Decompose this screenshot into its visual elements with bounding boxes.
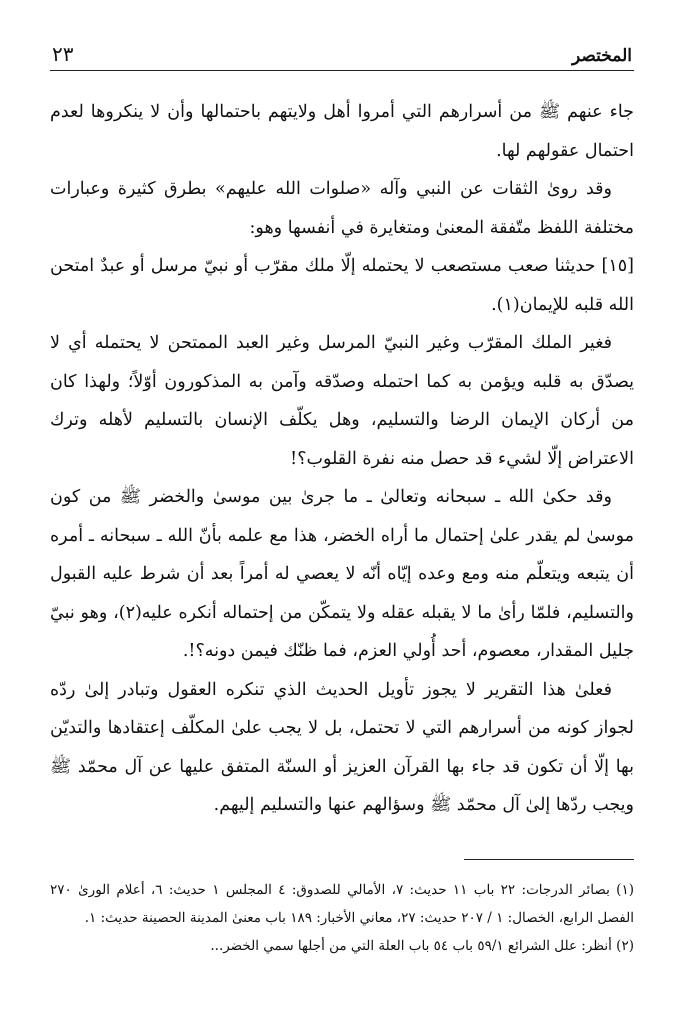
footnote-1: (١) بصائر الدرجات: ٢٢ باب ١١ حديث: ٧، الأمالي للصدوق: ٤ المجلس ١ حديث: ٦، أعلام الورىٰ ٢٧٠ الفصل الرابع، الخصال: ١ / ٢٠٧ حديث: ٢٧، معاني الأخبار: ١٨٩ باب معنىٰ المدينة الحصينة حديث: ١. xyxy=(50,881,634,926)
book-title: المختصر xyxy=(572,46,632,66)
paragraph-2: وقد روىٰ الثقات عن النبي وآله «صلوات الله عليهم» بطرق كثيرة وعبارات مختلفة اللفظ متّفقة المعنىٰ ومتغايرة في أنفسها وهو: xyxy=(50,179,634,238)
footnotes xyxy=(50,876,634,960)
main-text xyxy=(50,93,634,825)
document-page xyxy=(50,40,634,960)
page-header xyxy=(50,40,634,71)
paragraph-1: جاء عنهم ﷺ من أسرارهم التي أمروا أهل ولايتهم باحتمالها وأن لا ينكروها لعدم احتمال عقولهم لها. xyxy=(50,102,634,161)
footnote-divider xyxy=(464,859,634,860)
hadith-15: [١٥] حديثنا صعب مستصعب لا يحتمله إلّا ملك مقرّب أو نبيّ مرسل أو عبدٌ امتحن الله قلبه للإيمان(١). xyxy=(50,256,634,315)
footnote-2: (٢) أنظر: علل الشرائع ٥٩/١ باب ٥٤ باب العلة التي من أجلها سمي الخضر... xyxy=(210,937,634,954)
paragraph-5: فعلىٰ هذا التقرير لا يجوز تأويل الحديث الذي تنكره العقول وتبادر إلىٰ ردّه لجواز كونه من أسرارهم التي لا تحتمل، بل لا يجب علىٰ المكلّف إعتقادها والتديّن بها إلّا أن تكون قد جاء بها القرآن العزيز أو السنّة المتفق عليها عن آل محمّد ﷺ ويجب ردّها إلىٰ آل محمّد ﷺ وسؤالهم عنها والتسليم إليهم. xyxy=(50,679,634,815)
paragraph-4: وقد حكىٰ الله ـ سبحانه وتعالىٰ ـ ما جرىٰ بين موسىٰ والخضر ﷺ من كون موسىٰ لم يقدر علىٰ إحتمال ما أراه الخضر، هذا مع علمه بأنّ الله ـ سبحانه ـ أمره أن يتبعه ويتعلّم منه ومع وعده إيّاه أنّه لا يعصي له أمراً بعد أن شرط عليه القبول والتسليم، فلمّا رأىٰ ما لا يقبله عقله ولا يتمكّن من إحتماله أنكره عليه(٢)، وهو نبيّ جليل المقدار، معصوم، أحد أُولي العزم، فما ظنّك فيمن دونه؟!. xyxy=(50,487,634,661)
paragraph-3: فغير الملك المقرّب وغير النبيّ المرسل وغير العبد الممتحن لا يحتمله أي لا يصدّق به قلبه ويؤمن به كما احتمله وصدّقه وآمن به المذكورون أوّلاً؛ ولهذا كان من أركان الإيمان الرضا والتسليم، وهل يكلّف الإنسان بالتسليم لأهله وترك الاعتراض إلّا لشيء قد حصل منه نفرة القلوب؟! xyxy=(50,333,634,469)
page-number: ٢٣ xyxy=(52,42,74,66)
